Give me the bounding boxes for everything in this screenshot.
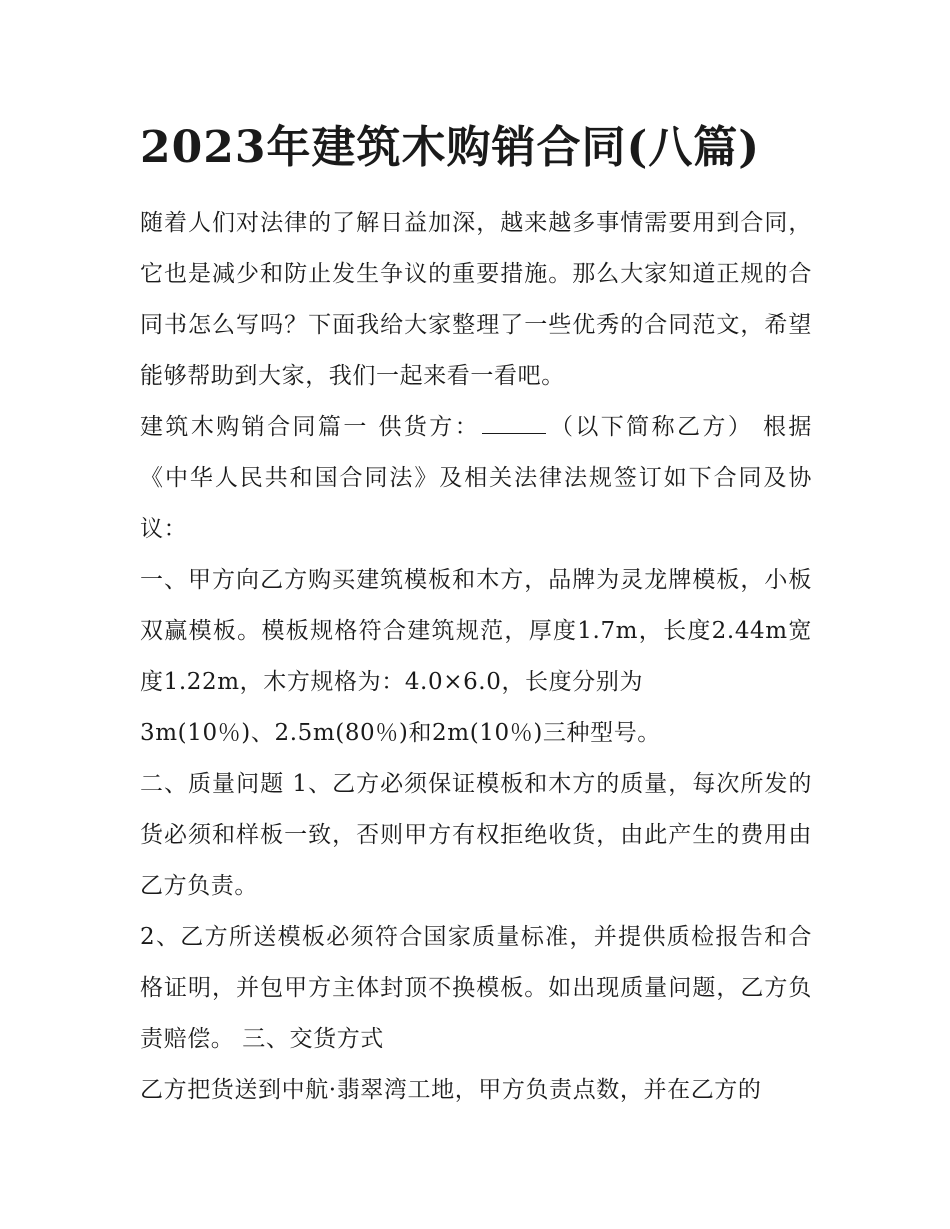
contract-intro-paragraph [140,402,812,555]
intro-paragraph: 随着人们对法律的了解日益加深，越来越多事情需要用到合同，它也是减少和防止发生争议的重要措施。那么大家知道正规的合同书怎么写吗？下面我给大家整理了一些优秀的合同范文，希望能够帮助到大家，我们一起来看一看吧。 [140,210,812,389]
clause-1-spec-paragraph: 3m(10％)、2.5m(80％)和2m(10％)三种型号。 [140,720,661,746]
contract-intro-suffix: （以下简称乙方） 根据《中华人民共和国合同法》及相关法律法规签订如下合同及协议： [140,414,812,542]
clause-2-item-2-paragraph: 2、乙方所送模板必须符合国家质量标准，并提供质检报告和合格证明，并包甲方主体封顶不换模板。如出现质量问题，乙方负责赔偿。 三、交货方式 [140,924,812,1052]
document-title: 2023年建筑木购销合同(八篇) [140,122,761,173]
document-body [140,198,812,1116]
clause-1-paragraph: 一、甲方向乙方购买建筑模板和木方，品牌为灵龙牌模板，小板双赢模板。模板规格符合建筑规范，厚度1.7m，长度2.44m宽度1.22m，木方规格为：4.0×6.0，长度分别为 [140,567,812,695]
supplier-blank-line [482,407,546,434]
contract-intro-prefix: 建筑木购销合同篇一 供货方： [140,414,481,440]
clause-3-paragraph: 乙方把货送到中航·翡翠湾工地，甲方负责点数，并在乙方的 [140,1077,762,1103]
clause-2-paragraph: 二、质量问题 1、乙方必须保证模板和木方的质量，每次所发的货必须和样板一致，否则甲方有权拒绝收货，由此产生的费用由乙方负责。 [140,771,812,899]
